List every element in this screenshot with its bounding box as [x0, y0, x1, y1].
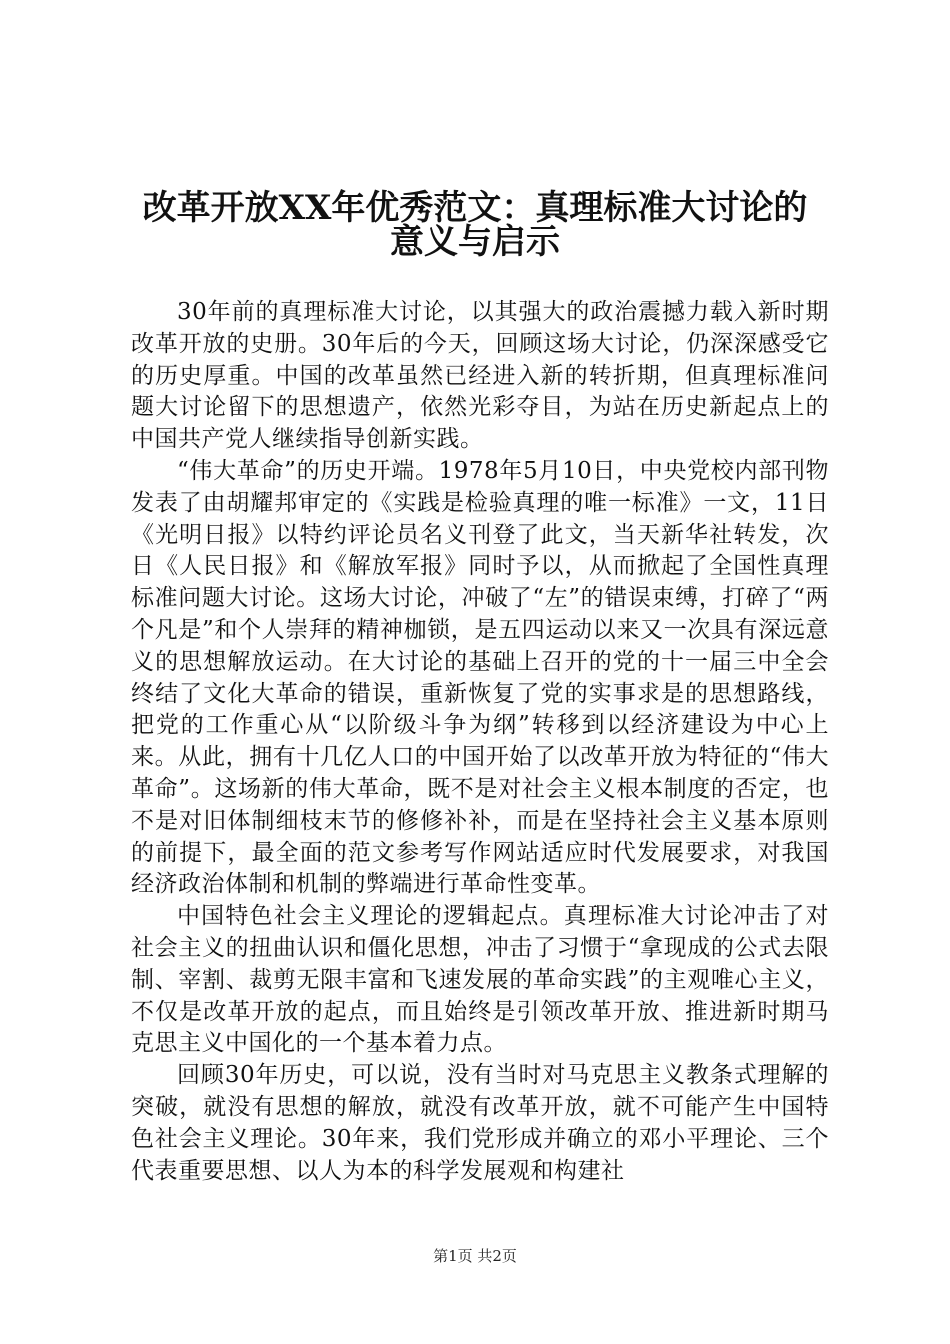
page-title-line-1: 改革开放XX年优秀范文：真理标准大讨论的 — [142, 188, 808, 228]
paragraph-2: “伟大革命”的历史开端。1978年5月10日，中央党校内部刊物发表了由胡耀邦审定的《实践是检验真理的唯一标准》一文，11日《光明日报》以特约评论员名义刊登了此文，当天新华社转发，次日《人民日报》和《解放军报》同时予以，从而掀起了全国性真理标准问题大讨论。这场大讨论，冲破了“左”的错误束缚，打碎了“两个凡是”和个人崇拜的精神枷锁，是五四运动以来又一次具有深远意义的思想解放运动。在大讨论的基础上召开的党的十一届三中全会终结了文化大革命的错误，重新恢复了党的实事求是的思想路线，把党的工作重心从“以阶级斗争为纲”转移到以经济建设为中心上来。从此，拥有十几亿人口的中国开始了以改革开放为特征的“伟大革命”。这场新的伟大革命，既不是对社会主义根本制度的否定，也不是对旧体制细枝末节的修修补补，而是在坚持社会主义基本原则的前提下，最全面的范文参考写作网站适应时代发展要求，对我国经济政治体制和机制的弊端进行革命性变革。 — [131, 457, 829, 898]
paragraph-4: 回顾30年历史，可以说，没有当时对马克思主义教条式理解的突破，就没有思想的解放，就没有改革开放，就不可能产生中国特色社会主义理论。30年来，我们党形成并确立的邓小平理论、三个代表重要思想、以人为本的科学发展观和构建社 — [131, 1062, 829, 1184]
paragraph-3: 中国特色社会主义理论的逻辑起点。真理标准大讨论冲击了对社会主义的扭曲认识和僵化思想，冲击了习惯于“拿现成的公式去限制、宰割、裁剪无限丰富和飞速发展的革命实践”的主观唯心主义，不仅是改革开放的起点，而且始终是引领改革开放、推进新时期马克思主义中国化的一个基本着力点。 — [131, 903, 829, 1057]
paragraph-1: 30年前的真理标准大讨论，以其强大的政治震撼力载入新时期改革开放的史册。30年后的今天，回顾这场大讨论，仍深深感受它的历史厚重。中国的改革虽然已经进入新的转折期，但真理标准问题大讨论留下的思想遗产，依然光彩夺目，为站在历史新起点上的中国共产党人继续指导创新实践。 — [131, 299, 829, 453]
page-number-footer: 第1页 共2页 — [433, 1247, 517, 1265]
document-body — [131, 297, 829, 1187]
page-title-line-2: 意义与启示 — [390, 222, 560, 262]
